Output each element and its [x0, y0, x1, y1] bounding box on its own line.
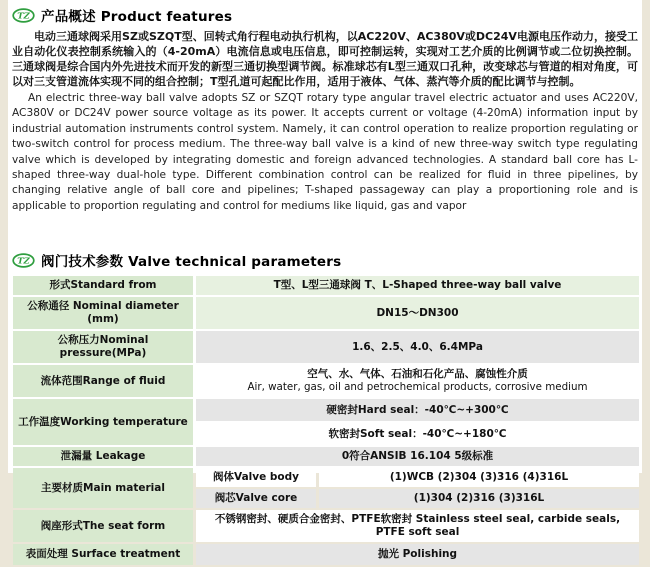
- param-label: 公称压力Nominal pressure(MPa): [13, 331, 193, 363]
- section-title-product-features: 产品概述 Product features: [41, 9, 233, 25]
- param-value-valve-core: (1)304 (2)316 (3)316L: [319, 489, 639, 508]
- row-seat-form: [13, 510, 639, 542]
- row-nominal-pressure: [13, 331, 639, 363]
- param-value: 不锈钢密封、硬质合金密封、PTFE软密封 Stainless steel seal, carbide seals, PTFE soft seal: [196, 510, 639, 542]
- svg-text:TZ: TZ: [17, 11, 30, 22]
- section-title-technical-parameters: 阀门技术参数 Valve technical parameters: [41, 254, 342, 271]
- param-value-soft-seal: 软密封Soft seal：-40℃~+180℃: [196, 423, 639, 445]
- param-sublabel-valve-core: 阀芯Valve core: [196, 489, 316, 508]
- param-value: T型、L型三通球阀 T、L-Shaped three-way ball valve: [196, 276, 639, 295]
- brand-logo-icon: [12, 8, 35, 23]
- param-value-valve-body: (1)WCB (2)304 (3)316 (4)316L: [319, 468, 639, 487]
- param-label: 流体范围Range of fluid: [13, 365, 193, 397]
- product-features-header: [12, 5, 638, 25]
- param-value: [196, 365, 639, 397]
- param-label: 泄漏量 Leakage: [13, 447, 193, 466]
- row-nominal-diameter: [13, 297, 639, 329]
- param-label: 阀座形式The seat form: [13, 510, 193, 542]
- product-description-english: An electric three-way ball valve adopts SZ or SZQT rotary type angular travel electric actuator and uses AC220V, AC380V or DC24V power source voltage as its power. It accepts current or voltage (4-20mA) information input by industrial automation instruments control system. Namely, it can control operation to realize proportion regulating or two-switch control for process medium. The three-way ball valve is a kind of new three-way switch type regulating valve which is developed by integrating domestic and foreign advanced technologies. A standard ball core has L-shaped three-way dual-hole type. Different combination control can be realized for fluid in three pipelines, by changing relative angle of ball core and pipelines; T-shaped passageway can play a proportioning role and is applicable to proportion regulating and control for mediums like liquid, gas and vapor: [12, 92, 638, 212]
- param-value: 0符合ANSIB 16.104 5级标准: [196, 447, 639, 466]
- param-value: 1.6、2.5、4.0、6.4MPa: [196, 331, 639, 363]
- param-sublabel-valve-body: 阀体Valve body: [196, 468, 316, 487]
- param-value: 抛光 Polishing: [196, 544, 639, 565]
- row-surface-treatment: [13, 544, 639, 565]
- catalog-page: [8, 0, 642, 561]
- technical-parameters-header: [12, 250, 638, 270]
- param-label: 工作温度Working temperature: [13, 399, 193, 445]
- param-label: 公称通径 Nominal diameter (mm): [13, 297, 193, 329]
- row-standard-form: [13, 276, 639, 295]
- brand-logo-icon: [12, 253, 35, 268]
- param-value: DN15～DN300: [196, 297, 639, 329]
- valve-parameters-table: [10, 274, 642, 567]
- param-label: 形式Standard from: [13, 276, 193, 295]
- param-label: 表面处理 Surface treatment: [13, 544, 193, 565]
- fluid-range-chinese: 空气、水、气体、石油和石化产品、腐蚀性介质: [307, 368, 528, 381]
- row-working-temperature-hard: [13, 399, 639, 421]
- svg-text:TZ: TZ: [17, 256, 30, 267]
- fluid-range-english: Air, water, gas, oil and petrochemical products, corrosive medium: [247, 381, 588, 394]
- row-main-material-body: [13, 468, 639, 487]
- row-range-of-fluid: [13, 365, 639, 397]
- param-value-hard-seal: 硬密封Hard seal：-40℃~+300℃: [196, 399, 639, 421]
- param-label: 主要材质Main material: [13, 468, 193, 508]
- product-description-chinese: 电动三通球阀采用SZ或SZQT型、回转式角行程电动执行机构，以AC220V、AC380V或DC24V电源电压作动力，接受工业自动化仪表控制系统输入的（4-20mA）电流信息或电压信息，即可控制运转，实现对工艺介质的比例调节或二位切换控制。三通球阀是综合国内外先进技术而开发的新型三通切换型调节阀。标准球芯有L型三通双口孔种，改变球芯与管道的相对角度，可以对三支管道流体实现不同的组合控制；T型孔道可起配比作用，适用于液体、气体、蒸汽等介质的配比调节与控制。: [12, 30, 638, 88]
- row-leakage: [13, 447, 639, 466]
